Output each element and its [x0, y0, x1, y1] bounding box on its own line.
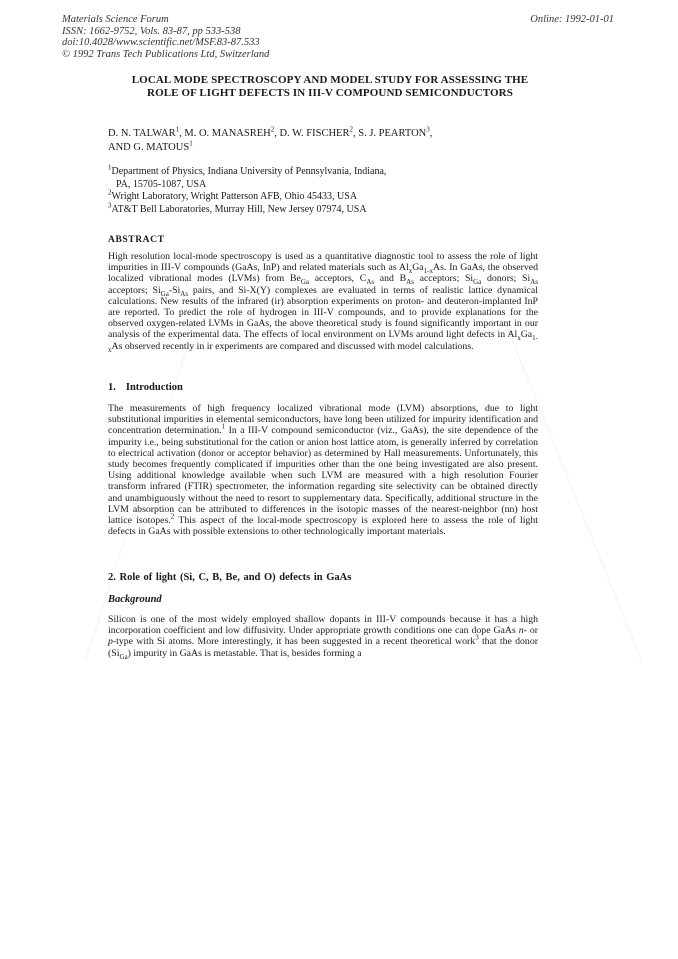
affiliation-marker: 2 [270, 125, 275, 134]
affiliation-marker: 1 [189, 139, 193, 148]
abstract-text: High resolution local-mode spectroscopy is used as a quantitative diagnostic tool to assess the role of light impurities in III-V compounds (GaAs, InP) and related materials such as $Al_xGa_{1-x}As$. In GaAs, the observed localized vibrational modes (LVMs) from $Be_{Ga}$ acceptors, $C_{As}$ and $B_{As}$ acceptors; $Si_{Ga}$ donors; $Si_{As}$ acceptors; $Si_{Ga}-Si_{As}$ pairs, and Si-X(Y) complexes are evaluated in terms of realistic lattice dynamical calculations. New results of the infrared (ir) absorption experiments on proton- and deuteron-implanted InP are reported. To predict the role of hydrogen in III-V compounds, and to provide explanations for the observed oxygen-related LVMs in GaAs, the above theoretical study is found significantly important in our analysis of the experimental data. The effects of local environment on LVMs around light defects in $Al_xGa_{1-x}As$ observed recently in ir experiments are compared and discussed with model calculations. [108, 251, 538, 354]
affiliation-2: $^2$Wright Laboratory, Wright Patterson AFB, Ohio 45433, USA [108, 188, 358, 202]
online-date: Online: 1992-01-01 [530, 14, 614, 25]
author-name: AND G. MATOUS [108, 142, 190, 153]
affiliation-marker: 1 [108, 163, 112, 172]
affiliation-marker: 3 [426, 125, 430, 134]
title-line-1: LOCAL MODE SPECTROSCOPY AND MODEL STUDY FOR ASSESSING THE [131, 74, 529, 86]
affiliation-marker: 2 [349, 125, 353, 134]
affiliation-list [108, 163, 568, 216]
background-paragraph: Silicon is one of the most widely employed shallow dopants in III-V compounds because it has a high incorporation coefficient and low diffusivity. Under appropriate growth conditions one can dope GaAs n- or p-type with Si atoms. More interestingly, it has been suggested in a recent theoretical work$^3$ that the donor $(Si_{Ga})$ impurity in GaAs is metastable. That is, besides forming a [108, 614, 539, 661]
affiliation-1: $^1$Department of Physics, Indiana University of Pennsylvania, Indiana, [108, 163, 387, 177]
issn-line: ISSN: 1662-9752, Vols. 83-87, pp 533-538 [62, 25, 241, 37]
author-separator: , [429, 128, 433, 139]
citation-marker: 3 [475, 634, 479, 643]
title-line-2: ROLE OF LIGHT DEFECTS IN III-V COMPOUND SEMICONDUCTORS [147, 86, 513, 99]
section-heading-role-of-light-defects: 2. Role of light (Si, C, B, Be, and O) defects in GaAs [108, 572, 352, 583]
affiliation-1-cont: PA, 15705-1087, USA [116, 178, 207, 190]
author-name: , D. W. FISCHER [274, 128, 350, 139]
author-list [108, 127, 568, 155]
affiliation-3: $^3$AT&T Bell Laboratories, Murray Hill, New Jersey 07974, USA [108, 201, 367, 215]
introduction-paragraph: The measurements of high frequency localized vibrational mode (LVM) absorptions, due to light substitutional impurities in elemental semiconductors, have long been utilized for impurity identification and concentration determination.$^1$ In a III-V compound semiconductor (viz., GaAs), the site dependence of the impurity i.e., being substitutional for the cation or anion host lattice atom, is generally inferred by correlation to electrical activation (donor or acceptor behavior) as determined by Hall measurements. Unfortunately, this study becomes frequently complicated if impurities other than the one being investigated are also present. Using additional knowledge available when such LVM are measured with a high resolution Fourier transform infrared (FTIR) spectrometer, the information regarding site selectivity can be obtained directly and unambiguously without the need to resort to supplementary data. Specifically, additional structure in the LVM absorption can be attributed to differences in the isotopic masses of the nearest-neighbor (nn) host lattice isotopes.$^2$ This aspect of the local-mode spectroscopy is explored here to assess the role of light defects in GaAs with possible extensions to other technologically important materials. [108, 403, 539, 538]
copyright-line: © 1992 Trans Tech Publications Ltd, Switzerland [62, 48, 270, 60]
citation-marker: 1 [221, 423, 226, 432]
citation-marker: 2 [170, 512, 175, 521]
section-title: Introduction [125, 382, 183, 393]
affiliation-marker: 2 [108, 188, 112, 197]
doi-line[interactable]: doi:10.4028/www.scientific.net/MSF.83-87.533 [62, 37, 260, 48]
journal-name: Materials Science Forum [62, 14, 169, 25]
author-name: D. N. TALWAR [108, 128, 176, 139]
publication-header [62, 14, 269, 60]
paper-title [90, 74, 570, 99]
section-heading-introduction [108, 382, 183, 393]
abstract-heading: ABSTRACT [108, 235, 165, 245]
affiliation-marker: 3 [108, 201, 112, 210]
subsection-heading-background: Background [108, 594, 162, 605]
author-name: , S. J. PEARTON [352, 128, 427, 139]
section-number: 1. [108, 382, 116, 393]
affiliation-marker: 1 [175, 125, 180, 134]
author-name: , M. O. MANASREH [179, 128, 271, 139]
